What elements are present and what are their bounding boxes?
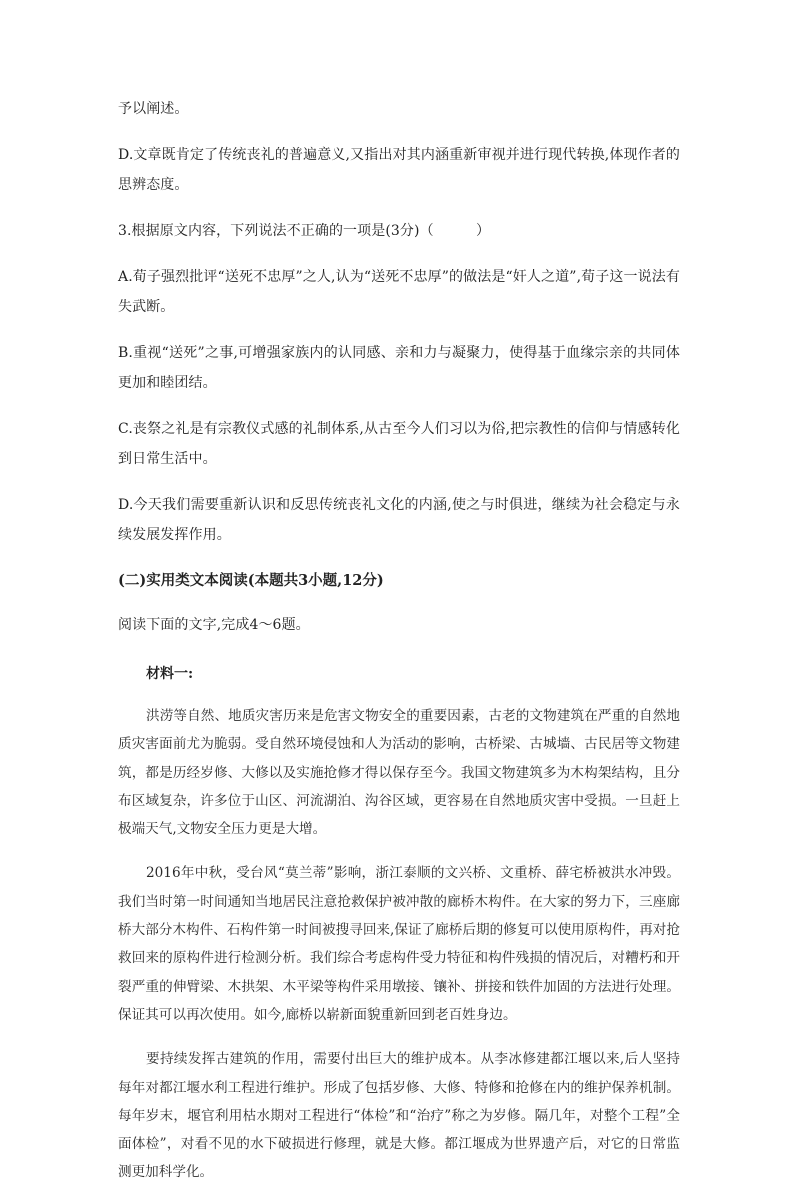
q3-option-b: B.重视“送死”之事,可增强家族内的认同感、亲和力与凝聚力，使得基于血缘宗亲的共同体更加和睦团结。: [118, 345, 680, 391]
q2-option-d: D.文章既肯定了传统丧礼的普遍意义,又指出对其内涵重新审视并进行现代转换,体现作者的思辨态度。: [118, 147, 680, 193]
material-1-label: 材料一:: [146, 666, 194, 682]
previous-option-tail: 予以阐述。: [118, 101, 189, 117]
section-2-title: (二)实用类文本阅读(本题共3小题,12分): [118, 572, 384, 589]
question-3-stem: 3.根据原文内容，下列说法不正确的一项是(3分)（ ）: [118, 223, 491, 239]
material-paragraph: 洪涝等自然、地质灾害历来是危害文物安全的重要因素，古老的文物建筑在严重的自然地质灾害面前尤为脆弱。受自然环境侵蚀和人为活动的影响，古桥梁、古城墙、古民居等文物建筑，都是历经岁修、大修以及实施抢修才得以保存至今。我国文物建筑多为木构架结构，且分布区域复杂，许多位于山区、河流湖泊、沟谷区域，更容易在自然地质灾害中受损。一旦赶上极端天气,文物安全压力更是大增。: [118, 708, 680, 838]
document-body: [118, 94, 680, 1187]
q3-option-a: A.荀子强烈批评“送死不忠厚”之人,认为“送死不忠厚”的做法是“奸人之道”,荀子这一说法有失武断。: [118, 269, 680, 315]
material-paragraph: 要持续发挥古建筑的作用，需要付出巨大的维护成本。从李冰修建都江堰以来,后人坚持每年对都江堰水利工程进行维护。形成了包括岁修、大修、特修和抢修在内的维护保养机制。每年岁末，堰官利用枯水期对工程进行“体检”和“治疗”称之为岁修。隔几年，对整个工程”全面体检”，对看不见的水下破损进行修理，就是大修。都江堰成为世界遗产后，对它的日常监测更加科学化。: [118, 1051, 680, 1181]
q3-option-d: D.今天我们需要重新认识和反思传统丧礼文化的内涵,使之与时俱进，继续为社会稳定与永续发展发挥作用。: [118, 497, 680, 543]
q3-option-c: C.丧祭之礼是有宗教仪式感的礼制体系,从古至今人们习以为俗,把宗教性的信仰与情感转化到日常生活中。: [118, 421, 680, 467]
section-2-instruction: 阅读下面的文字,完成4～6题。: [118, 617, 310, 633]
material-paragraph: 2016年中秋，受台风“莫兰蒂”影响，浙江泰顺的文兴桥、文重桥、薛宅桥被洪水冲毁。我们当时第一时间通知当地居民注意抢救保护被冲散的廊桥木构件。在大家的努力下，三座廊桥大部分木构件、石构件第一时间被搜寻回来,保证了廊桥后期的修复可以使用原构件，再对抢救回来的原构件进行检测分析。我们综合考虑构件受力特征和构件残损的情况后，对糟朽和开裂严重的伸臂梁、木拱架、木平梁等构件采用墩接、镶补、拼接和铁件加固的方法进行处理。保证其可以再次使用。如今,廊桥以崭新面貌重新回到老百姓身边。: [118, 865, 680, 1023]
